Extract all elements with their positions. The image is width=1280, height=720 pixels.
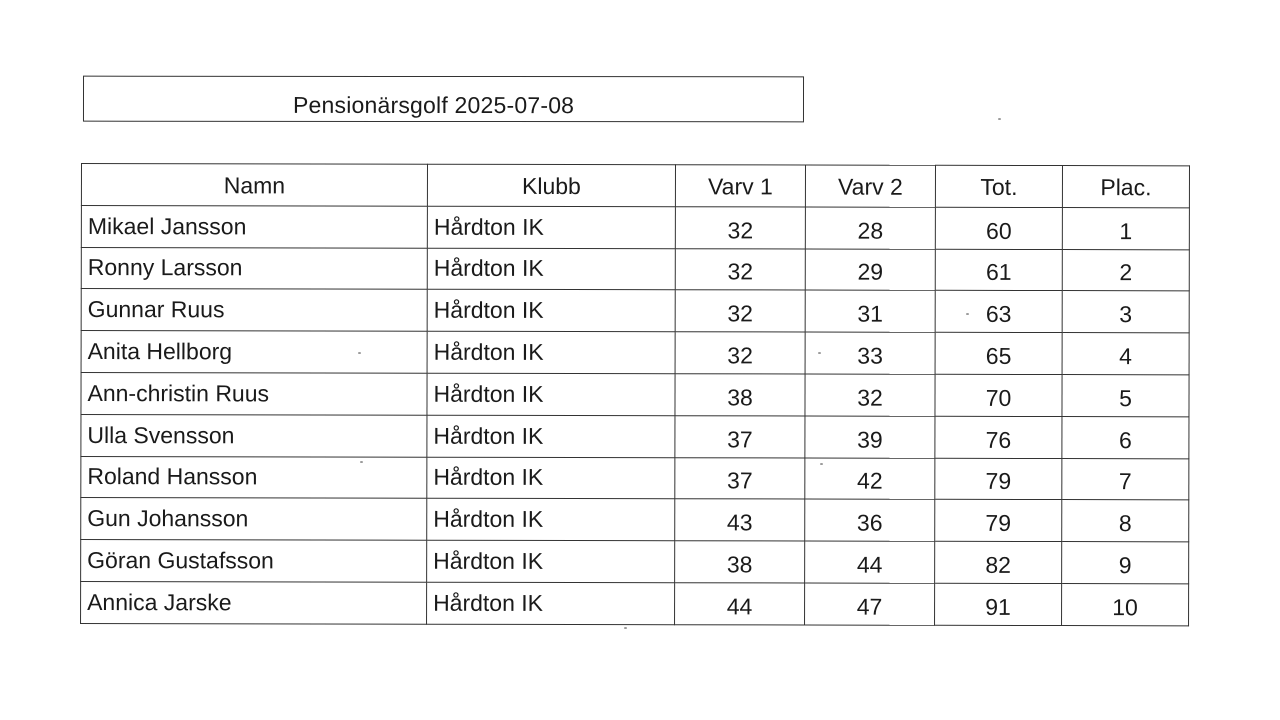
player-name: Ulla Svensson [81, 414, 427, 457]
table-row [81, 414, 1189, 458]
table-row [81, 289, 1189, 333]
score-varv1: 32 [675, 332, 805, 374]
player-club: Hårdton IK [427, 206, 675, 248]
scan-speck [358, 352, 361, 354]
scan-speck [966, 313, 969, 315]
player-name: Annica Jarske [81, 581, 427, 624]
score-varv2: 32 [805, 374, 935, 416]
score-varv1: 37 [675, 457, 805, 499]
player-name: Mikael Jansson [81, 205, 427, 248]
table-row [81, 456, 1189, 500]
player-name: Gunnar Ruus [81, 289, 427, 332]
score-varv2: 29 [805, 249, 935, 291]
table-row [81, 372, 1189, 416]
score-varv1: 44 [675, 583, 805, 625]
column-header-plac: Plac. [1062, 166, 1189, 208]
player-club: Hårdton IK [427, 582, 675, 624]
scan-speck [360, 461, 363, 463]
score-varv2: 31 [805, 290, 935, 332]
score-total: 82 [935, 541, 1062, 583]
column-header-varv2: Varv 2 [805, 165, 935, 207]
score-varv2: 36 [805, 499, 935, 541]
table-row [81, 331, 1189, 375]
player-club: Hårdton IK [427, 290, 675, 332]
score-total: 63 [935, 291, 1062, 333]
score-total: 61 [935, 249, 1062, 291]
score-total: 65 [935, 332, 1062, 374]
score-total: 91 [935, 583, 1062, 625]
score-varv2: 28 [805, 207, 935, 249]
player-club: Hårdton IK [427, 540, 675, 582]
table-row [81, 540, 1189, 584]
title-box [83, 76, 804, 123]
score-total: 79 [935, 500, 1062, 542]
column-header-namn: Namn [81, 164, 427, 207]
scan-speck [624, 627, 627, 629]
column-header-tot: Tot. [935, 165, 1062, 207]
score-varv2: 42 [805, 458, 935, 500]
table-row [81, 205, 1189, 249]
player-club: Hårdton IK [427, 331, 675, 373]
placement: 9 [1062, 542, 1189, 584]
score-varv1: 32 [675, 248, 805, 290]
score-varv1: 37 [675, 416, 805, 458]
player-club: Hårdton IK [427, 499, 675, 541]
score-varv2: 44 [805, 541, 935, 583]
score-varv1: 32 [675, 207, 805, 249]
placement: 5 [1062, 375, 1189, 417]
player-name: Anita Hellborg [81, 331, 427, 374]
score-varv2: 47 [805, 583, 935, 625]
scan-speck [998, 118, 1001, 120]
player-name: Göran Gustafsson [81, 540, 427, 583]
player-club: Hårdton IK [427, 415, 675, 457]
document-title: Pensionärsgolf 2025-07-08 [292, 91, 575, 119]
table-row [81, 498, 1189, 542]
table-row [81, 581, 1189, 625]
placement: 4 [1062, 333, 1189, 375]
player-club: Hårdton IK [427, 457, 675, 499]
column-header-varv1: Varv 1 [675, 165, 805, 207]
scan-speck [820, 463, 823, 465]
header-row [81, 164, 1189, 208]
placement: 3 [1062, 291, 1189, 333]
player-name: Ann-christin Ruus [81, 372, 427, 415]
placement: 8 [1062, 500, 1189, 542]
score-varv1: 32 [675, 290, 805, 332]
placement: 10 [1062, 584, 1189, 626]
player-name: Roland Hansson [81, 456, 427, 499]
score-total: 70 [935, 374, 1062, 416]
score-varv1: 38 [675, 374, 805, 416]
player-club: Hårdton IK [427, 373, 675, 415]
placement: 1 [1062, 207, 1189, 249]
table-row [81, 247, 1189, 291]
score-total: 60 [935, 207, 1062, 249]
score-varv1: 43 [675, 499, 805, 541]
placement: 7 [1062, 458, 1189, 500]
placement: 6 [1062, 416, 1189, 458]
scan-speck [818, 352, 821, 354]
placement: 2 [1062, 249, 1189, 291]
player-name: Gun Johansson [81, 498, 427, 541]
score-total: 76 [935, 416, 1062, 458]
column-header-klubb: Klubb [427, 164, 675, 206]
score-varv2: 39 [805, 416, 935, 458]
score-varv2: 33 [805, 332, 935, 374]
player-club: Hårdton IK [427, 248, 675, 290]
player-name: Ronny Larsson [81, 247, 427, 290]
results-table [80, 163, 1190, 626]
score-total: 79 [935, 458, 1062, 500]
score-varv1: 38 [675, 541, 805, 583]
